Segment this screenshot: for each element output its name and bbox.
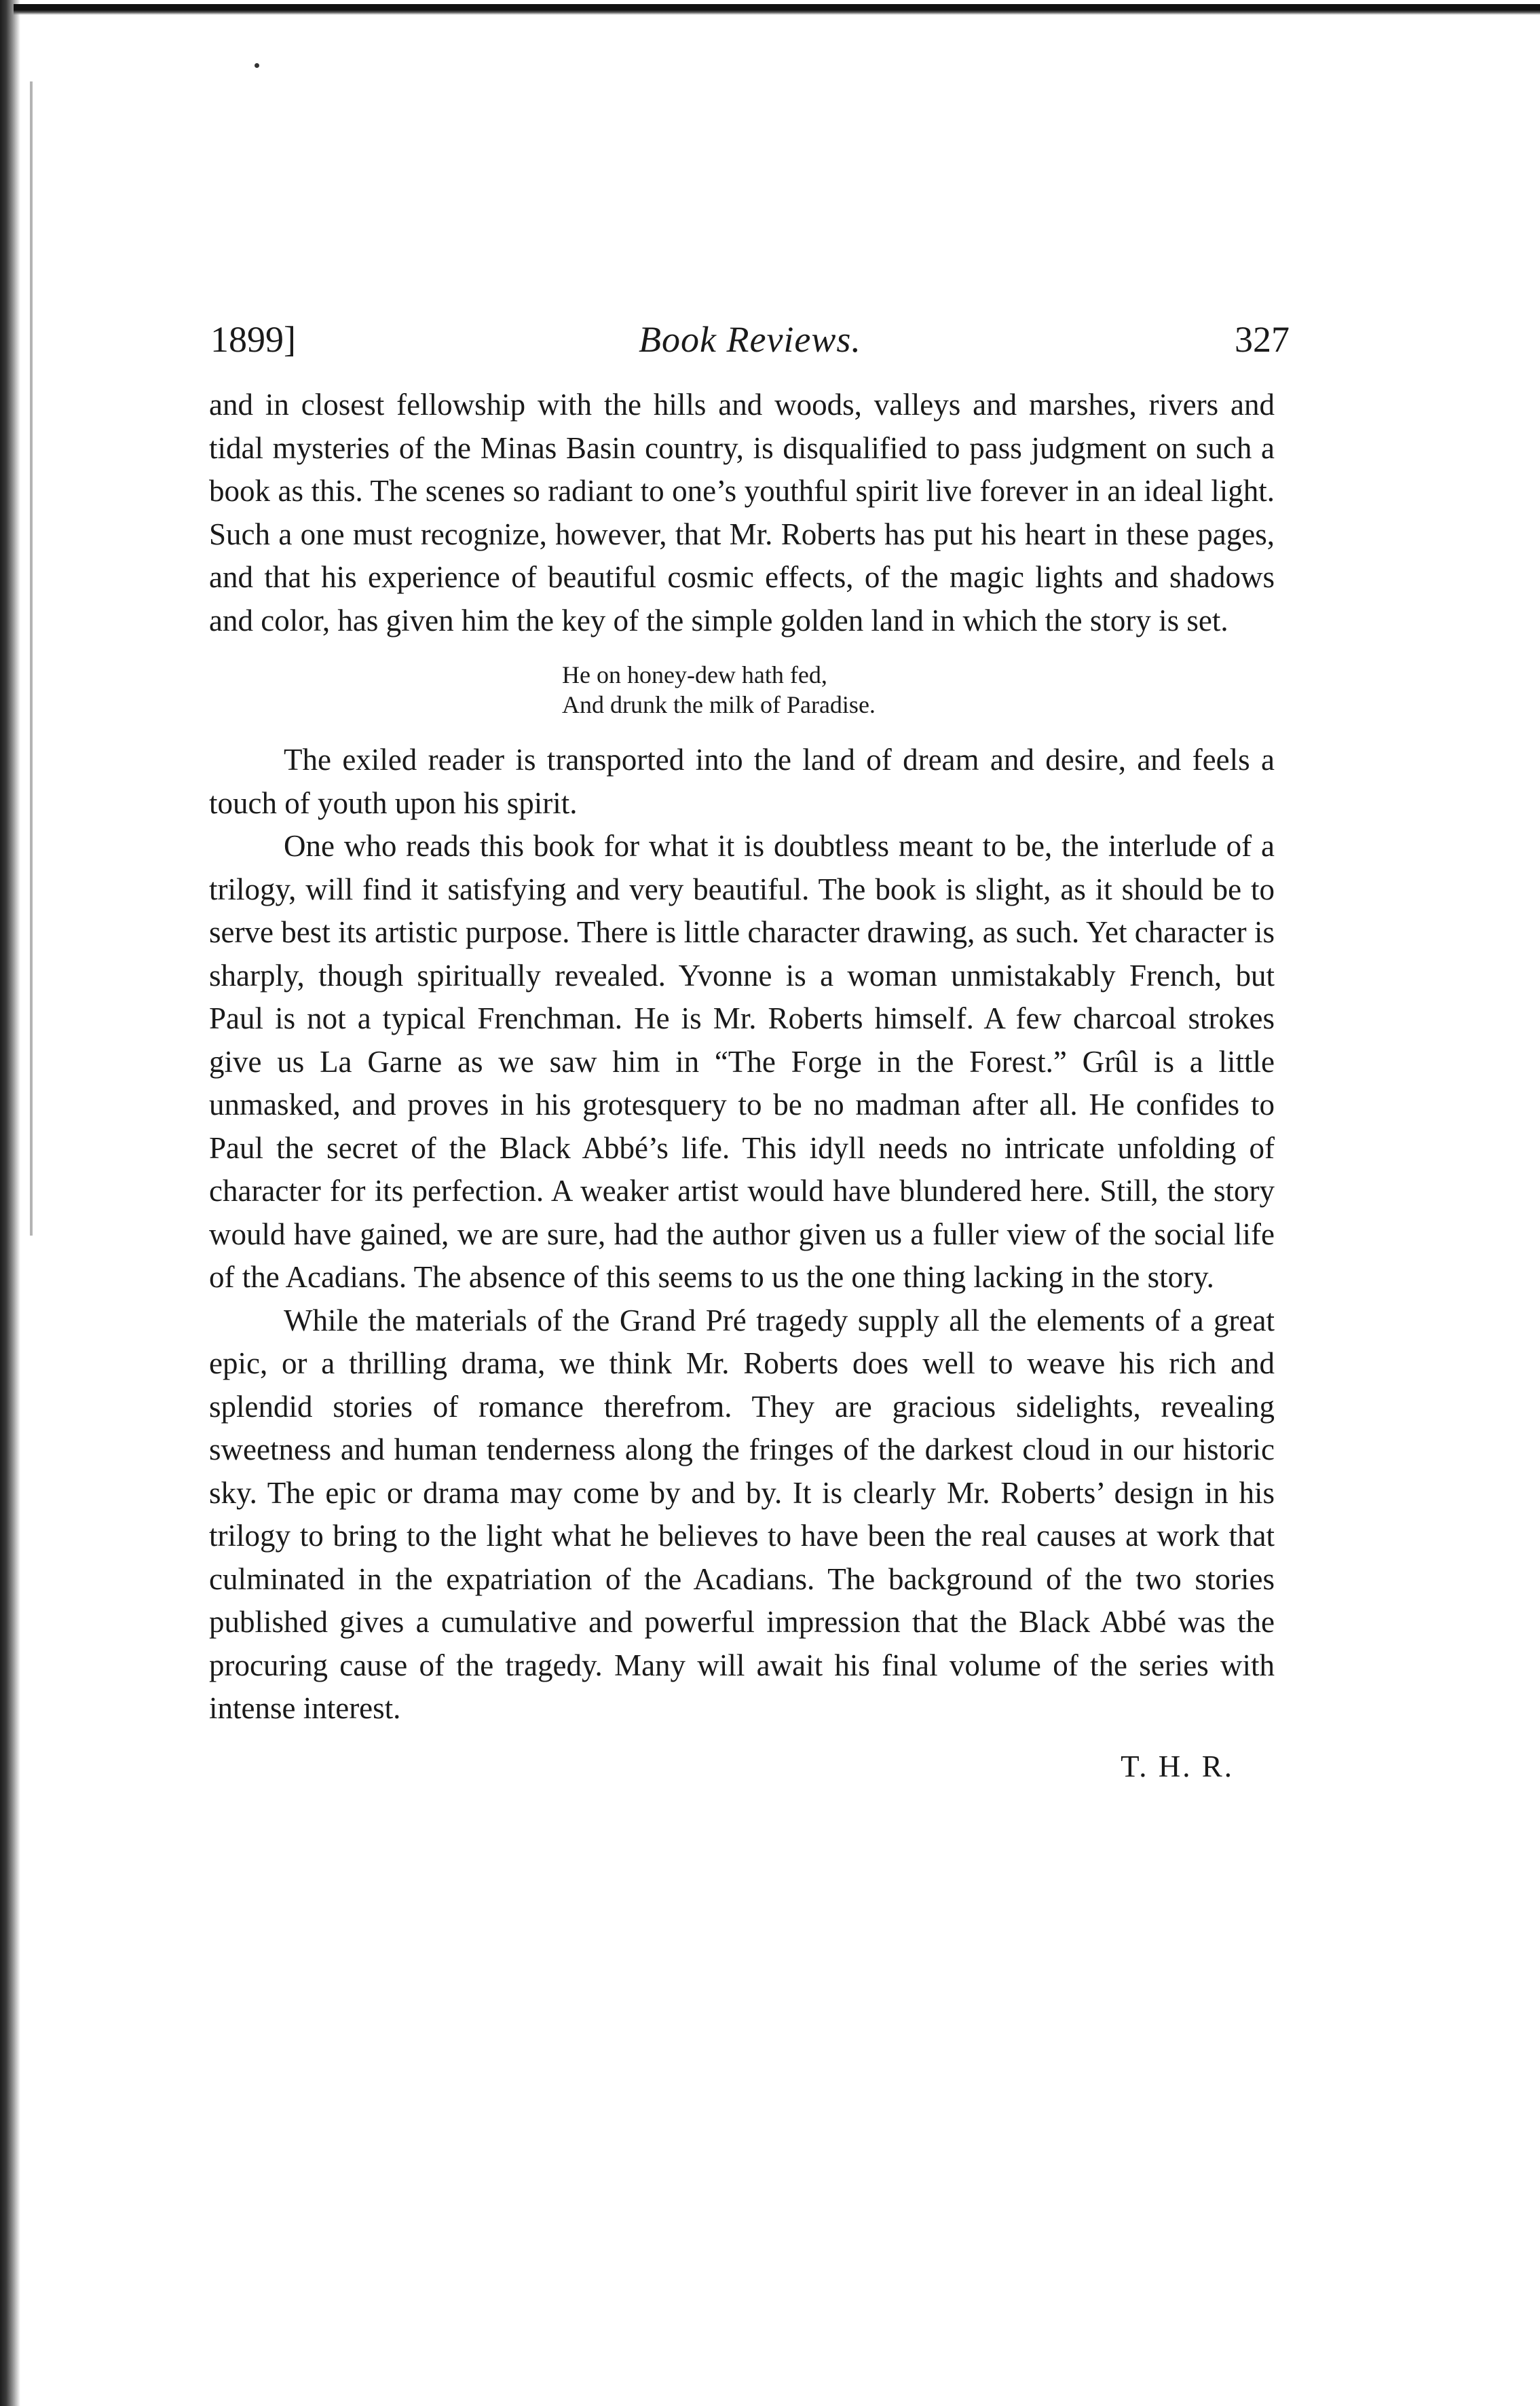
running-header <box>210 312 1290 367</box>
binding-edge <box>0 0 20 2406</box>
header-year: 1899] <box>210 319 296 360</box>
binding-shadow-line <box>30 81 33 1236</box>
reviewer-signature: T. H. R. <box>1121 1749 1234 1783</box>
paragraph-continued: and in closest fellowship with the hills and woods, valleys and marshes, rivers and tidal mysteries of the Minas Basin country, is disqualified to pass judgment on such a book as this. The scenes so radiant to one’s youthful spirit live forever in an ideal light. Such a one must recognize, however, that Mr. Roberts has put his heart in these pages, and that his experience of beautiful cosmic effects, of the magic lights and shadows and color, has given him the key of the simple golden land in which the story is set. <box>209 388 1275 637</box>
review-body <box>209 384 1275 1788</box>
header-title: Book Reviews. <box>639 319 861 360</box>
verse-line: And drunk the milk of Paradise. <box>562 691 876 718</box>
verse-line: He on honey-dew hath fed, <box>562 661 827 688</box>
top-scan-rule <box>14 4 1540 15</box>
paragraph: While the materials of the Grand Pré tragedy supply all the elements of a great epic, or a thrilling drama, we think Mr. Roberts does well to weave his rich and splendid stories of romance therefrom. They are gracious sidelights, revealing sweetness and human tenderness along the fringes of the darkest cloud in our historic sky. The epic or drama may come by and by. It is clearly Mr. Roberts’ design in his trilogy to bring to the light what he believes to have been the real causes at work that culminated in the expatriation of the Acadians. The background of the two stories published gives a cumulative and powerful impression that the Black Abbé was the procuring cause of the tragedy. Many will await his final volume of the series with intense interest. <box>209 1303 1275 1725</box>
page-number: 327 <box>1235 319 1290 360</box>
scan-speck <box>255 63 259 68</box>
paragraph: One who reads this book for what it is doubtless meant to be, the interlude of a trilogy, will find it satisfying and very beautiful. The book is slight, as it should be to serve best its artistic purpose. There is little character drawing, as such. Yet character is sharply, though spiritually revealed. Yvonne is a woman unmistakably French, but Paul is not a typical Frenchman. He is Mr. Roberts himself. A few charcoal strokes give us La Garne as we saw him in “The Forge in the Forest.” Grûl is a little unmasked, and proves in his grotesquery to be no madman after all. He confides to Paul the secret of the Black Abbé’s life. This idyll needs no intricate unfolding of character for its perfection. A weaker artist would have blundered here. Still, the story would have gained, we are sure, had the author given us a fuller view of the social life of the Acadians. The absence of this seems to us the one thing lacking in the story. <box>209 829 1275 1294</box>
paragraph: The exiled reader is transported into the land of dream and desire, and feels a touch of youth upon his spirit. <box>209 743 1275 820</box>
verse-quotation <box>562 660 1275 720</box>
